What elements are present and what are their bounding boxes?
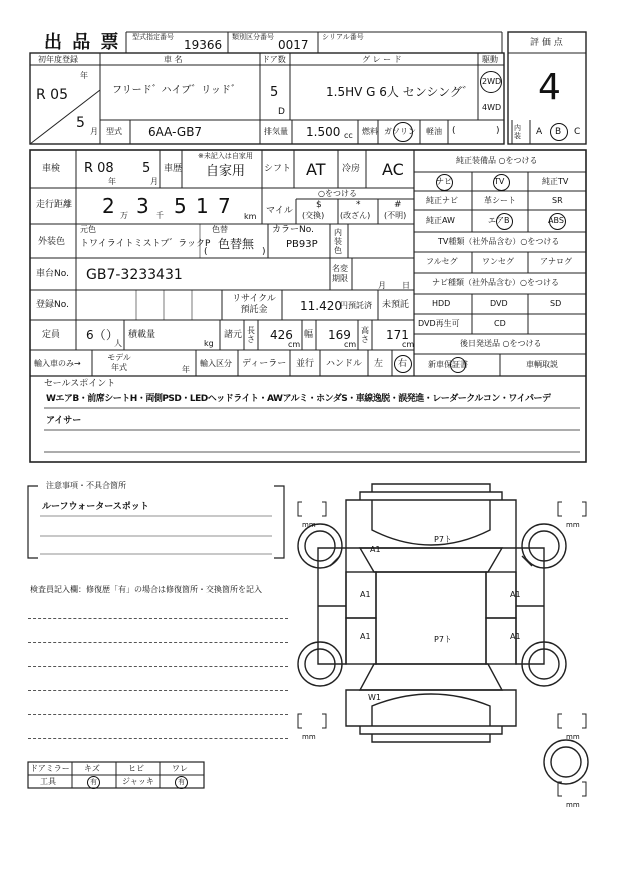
doors-label: ドア数 xyxy=(262,55,286,64)
model-year-unit: 年 xyxy=(182,365,190,374)
category-value: 0017 xyxy=(278,38,309,52)
tv-fullseg: フルセグ xyxy=(426,257,458,266)
length-value: 426 xyxy=(270,328,293,342)
length-label: 長さ xyxy=(247,326,255,344)
fuel-diesel: 軽油 xyxy=(426,127,442,136)
equipment-title: 純正装備品 ○をつける xyxy=(456,156,538,165)
acc-header-break: ワレ xyxy=(172,764,188,773)
fuel-paren-open: ( xyxy=(452,126,456,136)
first-reg-month-unit: 月 xyxy=(90,127,98,136)
mileage-circle-note: ○をつける xyxy=(318,189,357,198)
certified-label: 型式指定番号 xyxy=(132,33,174,41)
navi-cd: CD xyxy=(494,319,506,328)
serial-label: シリアル番号 xyxy=(322,33,364,41)
color-original-value: トワイライトミストブ゛ラックP xyxy=(80,239,211,249)
inspector-line xyxy=(28,666,288,667)
capacity-value: 6（ xyxy=(86,328,106,342)
chassis-label: 車台No. xyxy=(36,269,69,279)
inspection-year-unit: 年 xyxy=(108,177,116,186)
later-warranty: 新車保証書 xyxy=(428,360,468,369)
color-no-label: カラーNo. xyxy=(272,225,314,235)
damage-mark: W1 xyxy=(368,693,381,702)
car-name: フリード゛ハイブ゛リッド゛ xyxy=(112,85,241,96)
mileage-opt1: (交換) xyxy=(302,211,325,220)
car-diagram xyxy=(298,484,588,784)
handle-right: 右 xyxy=(398,359,408,369)
height-unit: cm xyxy=(402,340,415,349)
page-title: 出 品 票 xyxy=(44,32,121,53)
later-warranty-circle xyxy=(450,357,466,373)
equip-tv-circle xyxy=(493,174,510,191)
chassis-value: GB7-3233431 xyxy=(86,267,183,283)
first-reg-year-unit: 年 xyxy=(80,71,88,80)
displacement-label: 排気量 xyxy=(264,127,288,136)
acc-header-scratch: キズ xyxy=(84,764,100,773)
drive-2wd-circle xyxy=(480,71,502,93)
acc-tools-circle xyxy=(87,776,100,789)
mm-label: mm xyxy=(302,521,316,529)
later-manual: 車輌取説 xyxy=(526,360,558,369)
width-value: 169 xyxy=(328,328,351,342)
recycle-not: 未預託 xyxy=(382,300,410,310)
mm-label: mm xyxy=(302,733,316,741)
car-name-label: 車 名 xyxy=(164,55,183,64)
mile-label: マイル xyxy=(266,206,293,216)
use-value: 自家用 xyxy=(206,164,246,179)
title-change-month: 月 xyxy=(378,281,386,290)
interior-c: C xyxy=(574,127,581,137)
mileage-opt3-symbol: # xyxy=(394,200,402,210)
title-change-day: 日 xyxy=(402,281,410,290)
inspection-year: R 08 xyxy=(84,161,114,176)
handle-left: 左 xyxy=(374,359,384,369)
mm-label: mm xyxy=(566,733,580,741)
mileage-man: 万 xyxy=(120,211,128,220)
mm-label: mm xyxy=(566,801,580,809)
fuel-gas: ガソリン xyxy=(384,127,416,136)
tv-oneseg: ワンセグ xyxy=(482,257,514,266)
category-label: 類別区分番号 xyxy=(232,33,274,41)
doors-value: 5 xyxy=(270,85,279,100)
mileage-sen: 千 xyxy=(156,211,164,220)
model-label: 型式 xyxy=(106,127,122,136)
tv-analog: アナログ xyxy=(540,257,572,266)
import-parallel: 並行 xyxy=(296,359,315,369)
navi-sd: SD xyxy=(550,299,562,308)
equip-navi-circle xyxy=(436,174,453,191)
certified-value: 19366 xyxy=(184,38,223,52)
damage-mark: A1 xyxy=(510,590,521,599)
sales-points-line2: アイサー xyxy=(46,416,82,426)
navi-title: ナビ種類（社外品含む）○をつける xyxy=(432,278,559,287)
use-note: ※未記入は自家用 xyxy=(198,152,253,160)
displacement-value: 1.500 xyxy=(306,125,341,139)
equip-genuine-aw: 純正AW xyxy=(426,216,455,225)
damage-mark: A1 xyxy=(360,590,371,599)
notes-line1: ルーフウォータースポット xyxy=(42,502,149,512)
navi-hdd: HDD xyxy=(432,299,451,308)
equip-airbag-circle xyxy=(496,213,513,230)
acc-header-crack: ヒビ xyxy=(128,764,144,773)
handle-right-circle xyxy=(394,355,412,373)
mileage-unit: km xyxy=(244,212,257,221)
mileage-opt3: (不明) xyxy=(384,211,407,220)
shift-value: AT xyxy=(306,160,326,179)
inspector-line xyxy=(28,738,288,739)
navi-dvd-play: DVD再生可 xyxy=(418,319,460,328)
recycle-deposited: 円預託済 xyxy=(340,301,372,310)
capacity-label: 定員 xyxy=(42,330,61,340)
damage-mark: P7ト xyxy=(434,535,452,544)
import-only-label: 輸入車のみ→ xyxy=(34,359,81,368)
mileage-opt1-symbol: $ xyxy=(316,200,322,210)
fuel-paren-close: ) xyxy=(496,126,500,136)
drive-2wd: 2WD xyxy=(482,77,502,86)
inspector-line xyxy=(28,714,288,715)
mileage-opt2: (改ざん) xyxy=(340,211,371,220)
equip-genuine-navi: 純正ナビ xyxy=(426,196,458,205)
color-change-label: 色替 xyxy=(212,225,228,234)
displacement-unit: cc xyxy=(344,131,353,140)
mileage-label: 走行距離 xyxy=(36,200,73,210)
ac-value: AC xyxy=(382,160,404,179)
mileage-digit-4: 1 xyxy=(196,194,209,218)
capacity-unit: 人 xyxy=(114,339,122,348)
color-paren-close: ) xyxy=(262,247,266,257)
load-label: 積載量 xyxy=(128,330,156,340)
fuel-gas-circle xyxy=(393,122,413,142)
title-change-label: 名変期限 xyxy=(332,264,348,283)
equip-airbag: エアB xyxy=(488,216,510,225)
inspector-label: 検査員記入欄：修復歴「有」の場合は修復箇所・交換箇所を記入 xyxy=(30,585,262,594)
width-label: 幅 xyxy=(304,330,314,340)
rating-value: 4 xyxy=(538,67,561,108)
acc-jack-label: ジャッキ xyxy=(122,777,154,786)
interior-b: B xyxy=(555,127,562,137)
damage-mark: A1 xyxy=(370,545,381,554)
mileage-digit-1: 2 xyxy=(102,194,115,218)
registration-label: 登録No. xyxy=(36,300,69,310)
length-unit: cm xyxy=(288,340,301,349)
ac-label: 冷房 xyxy=(342,164,361,174)
first-reg-year: R 05 xyxy=(36,87,68,103)
width-unit: cm xyxy=(344,340,357,349)
equip-tv: TV xyxy=(494,177,505,186)
first-reg-label: 初年度登録 xyxy=(38,55,78,64)
inspection-month: 5 xyxy=(142,161,151,176)
inspection-month-unit: 月 xyxy=(150,177,158,186)
interior-b-circle xyxy=(550,123,568,141)
acc-jack-value: 有 xyxy=(178,778,185,786)
equip-leather: 革シート xyxy=(484,196,516,205)
sales-points-line1: WエアB・前席シートH・両側PSD・LEDヘッドライト・AWアルミ・ホンダS・車線逸脱・誤発進・レーダークルコン・ワイパーデ xyxy=(46,394,551,404)
drive-label: 駆動 xyxy=(482,55,498,64)
capacity-close: ） xyxy=(106,328,119,342)
equip-abs-circle xyxy=(549,213,566,230)
color-no-value: PB93P xyxy=(286,239,318,250)
dims-label: 諸元 xyxy=(224,330,243,340)
acc-tools-value: 有 xyxy=(90,778,97,786)
acc-header-mirror: ドアミラー xyxy=(30,764,70,773)
interior-color-label: 内装色 xyxy=(334,228,342,255)
color-paren-open: ( xyxy=(204,247,208,257)
model-code: 6AA-GB7 xyxy=(148,125,203,139)
grade-label: グ レ ー ド xyxy=(362,55,402,64)
sales-points-label: セールスポイント xyxy=(44,379,116,389)
use-label: 車歴 xyxy=(164,164,183,174)
damage-mark: A1 xyxy=(510,632,521,641)
model-year-label: モデル年式 xyxy=(107,353,131,372)
equip-navi: ナビ xyxy=(436,177,452,186)
equip-sr: SR xyxy=(552,196,563,205)
damage-mark: P7ト xyxy=(434,635,452,644)
color-original-label: 元色 xyxy=(80,225,96,234)
inspection-label: 車検 xyxy=(42,164,61,174)
mm-label: mm xyxy=(566,521,580,529)
color-change-value: 色替無 xyxy=(218,237,255,251)
damage-mark: A1 xyxy=(360,632,371,641)
height-label: 高さ xyxy=(361,326,369,344)
equip-abs: ABS xyxy=(548,216,564,225)
import-dealer: ディーラー xyxy=(242,359,287,369)
mileage-digit-3: 5 xyxy=(174,194,187,218)
later-title: 後日発送品 ○をつける xyxy=(460,339,542,348)
rating-label: 評 価 点 xyxy=(530,38,563,48)
fuel-label: 燃料 xyxy=(362,127,378,136)
first-reg-month: 5 xyxy=(76,115,85,131)
navi-dvd: DVD xyxy=(490,299,508,308)
recycle-label: リサイクル預託金 xyxy=(232,294,276,315)
grade-value: 1.5HV G 6人 センシング゛ xyxy=(326,85,474,99)
color-label: 外装色 xyxy=(38,237,66,247)
equip-genuine-tv: 純正TV xyxy=(542,177,569,186)
import-type-label: 輸入区分 xyxy=(200,359,232,368)
inspector-line xyxy=(28,642,288,643)
interior-label: 内装 xyxy=(514,124,521,140)
mileage-opt2-symbol: * xyxy=(356,200,361,210)
tv-title: TV種類（社外品含む）○をつける xyxy=(438,237,560,246)
doors-sub: D xyxy=(278,107,285,117)
handle-label: ハンドル xyxy=(326,359,363,369)
interior-a: A xyxy=(536,127,543,137)
inspector-line xyxy=(28,690,288,691)
height-value: 171 xyxy=(386,328,409,342)
shift-label: シフト xyxy=(264,164,292,174)
mileage-digit-2: 3 xyxy=(136,194,149,218)
inspector-line xyxy=(28,618,288,619)
recycle-value: 11.420 xyxy=(300,299,342,313)
acc-tools-label: 工具 xyxy=(40,777,56,786)
load-unit: kg xyxy=(204,339,214,348)
drive-4wd: 4WD xyxy=(482,103,502,112)
mileage-digit-5: 7 xyxy=(218,194,231,218)
notes-label: 注意事項・不具合箇所 xyxy=(46,481,126,490)
acc-jack-circle xyxy=(175,776,188,789)
